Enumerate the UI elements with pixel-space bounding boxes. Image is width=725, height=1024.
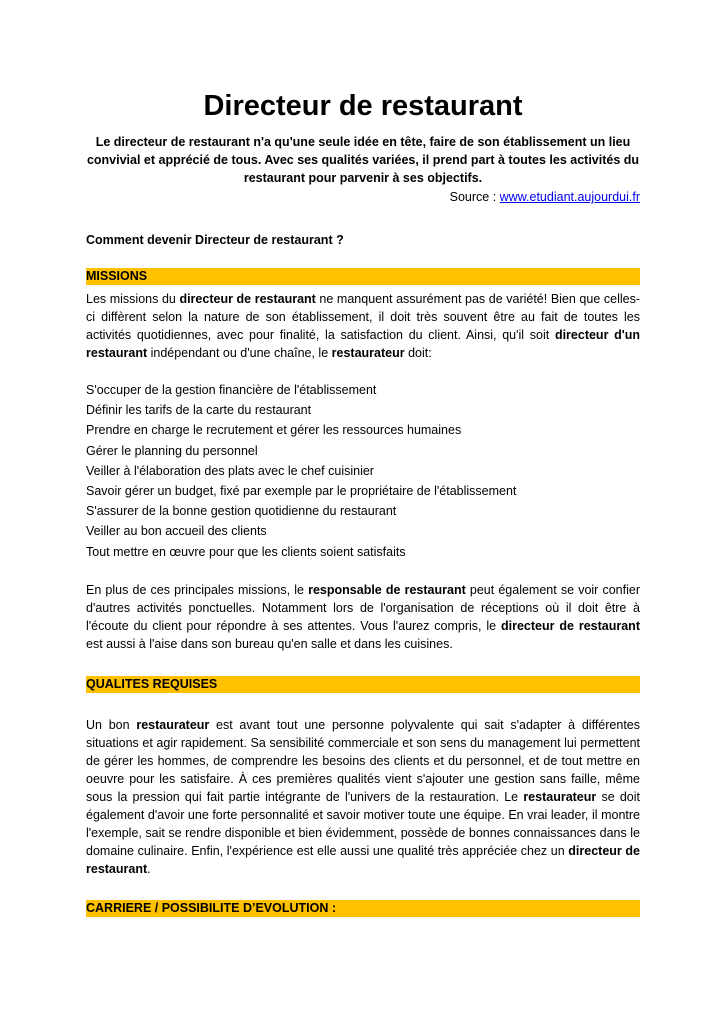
intro-paragraph: Le directeur de restaurant n'a qu'une seule idée en tête, faire de son établissement un lieu convivial et apprécié de tous. Avec ses qualités variées, il prend part à toutes les activités du restaurant pour parvenir à ses objectifs. bbox=[86, 135, 640, 185]
list-item: Veiller à l'élaboration des plats avec le chef cuisinier bbox=[86, 463, 374, 478]
page-title: Directeur de restaurant bbox=[203, 90, 523, 122]
question-heading: Comment devenir Directeur de restaurant ? bbox=[86, 233, 344, 247]
list-item: S'occuper de la gestion financière de l'établissement bbox=[86, 383, 377, 397]
list-item: Tout mettre en œuvre pour que les clients soient satisfaits bbox=[86, 544, 406, 559]
missions-heading: MISSIONS bbox=[86, 268, 640, 285]
source-line bbox=[450, 188, 640, 206]
list-item: Savoir gérer un budget, fixé par exemple par le propriétaire de l'établissement bbox=[86, 484, 517, 499]
list-item: Gérer le planning du personnel bbox=[86, 443, 258, 458]
list-item: Veiller au bon accueil des clients bbox=[86, 524, 267, 539]
missions-paragraph-1: Les missions du directeur de restaurant ne manquent assurément pas de variété! Bien que celles-ci diffèrent selon la nature de son établissement, il doit très souvent être au fait de toutes les activités quotidiennes, avec pour finalité, la satisfaction du client. Ainsi, qu'il soit directeur d'un restaurant indépendant ou d'une chaîne, le restaurateur doit: bbox=[86, 292, 641, 360]
list-item: S'assurer de la bonne gestion quotidienne du restaurant bbox=[86, 504, 397, 519]
missions-task-list bbox=[86, 380, 516, 562]
list-item: Prendre en charge le recrutement et gérer les ressources humaines bbox=[86, 423, 462, 438]
carriere-heading: CARRIERE / POSSIBILITE D’EVOLUTION : bbox=[86, 900, 640, 917]
list-item: Définir les tarifs de la carte du restaurant bbox=[86, 403, 312, 418]
qualites-paragraph: Un bon restaurateur est avant tout une personne polyvalente qui sait s'adapter à différentes situations et agir rapidement. Sa sensibilité commerciale et son sens du management lui permettent de gérer les hommes, de comprendre les besoins des clients et du personnel, et de tout mettre en oeuvre pour les satisfaire. À ces premières qualités vient s'ajouter une gestion sans faille, même sous la pression qui fait partie intégrante de l'univers de la restauration. Le restaurateur se doit également d'avoir une forte personnalité et savoir motiver toute une équipe. En vrai leader, il montre l'exemple, sait se rendre disponible et bien évidemment, possède de bonnes connaissances dans le domaine culinaire. Enfin, l'expérience est elle aussi une qualité très appréciée chez un directeur de restaurant. bbox=[86, 718, 640, 876]
source-label: Source : bbox=[449, 190, 500, 204]
missions-paragraph-2: En plus de ces principales missions, le responsable de restaurant peut également se voir confier d'autres activités ponctuelles. Notamment lors de l'organisation de réceptions où il doit être à l'écoute du client pour répondre à ses attentes. Vous l'aurez compris, le directeur de restaurant est aussi à l'aise dans son bureau qu'en salle et dans les cuisines. bbox=[86, 583, 640, 651]
source-link[interactable]: www.etudiant.aujourdui.fr bbox=[499, 190, 640, 204]
qualites-heading: QUALITES REQUISES bbox=[86, 676, 640, 693]
